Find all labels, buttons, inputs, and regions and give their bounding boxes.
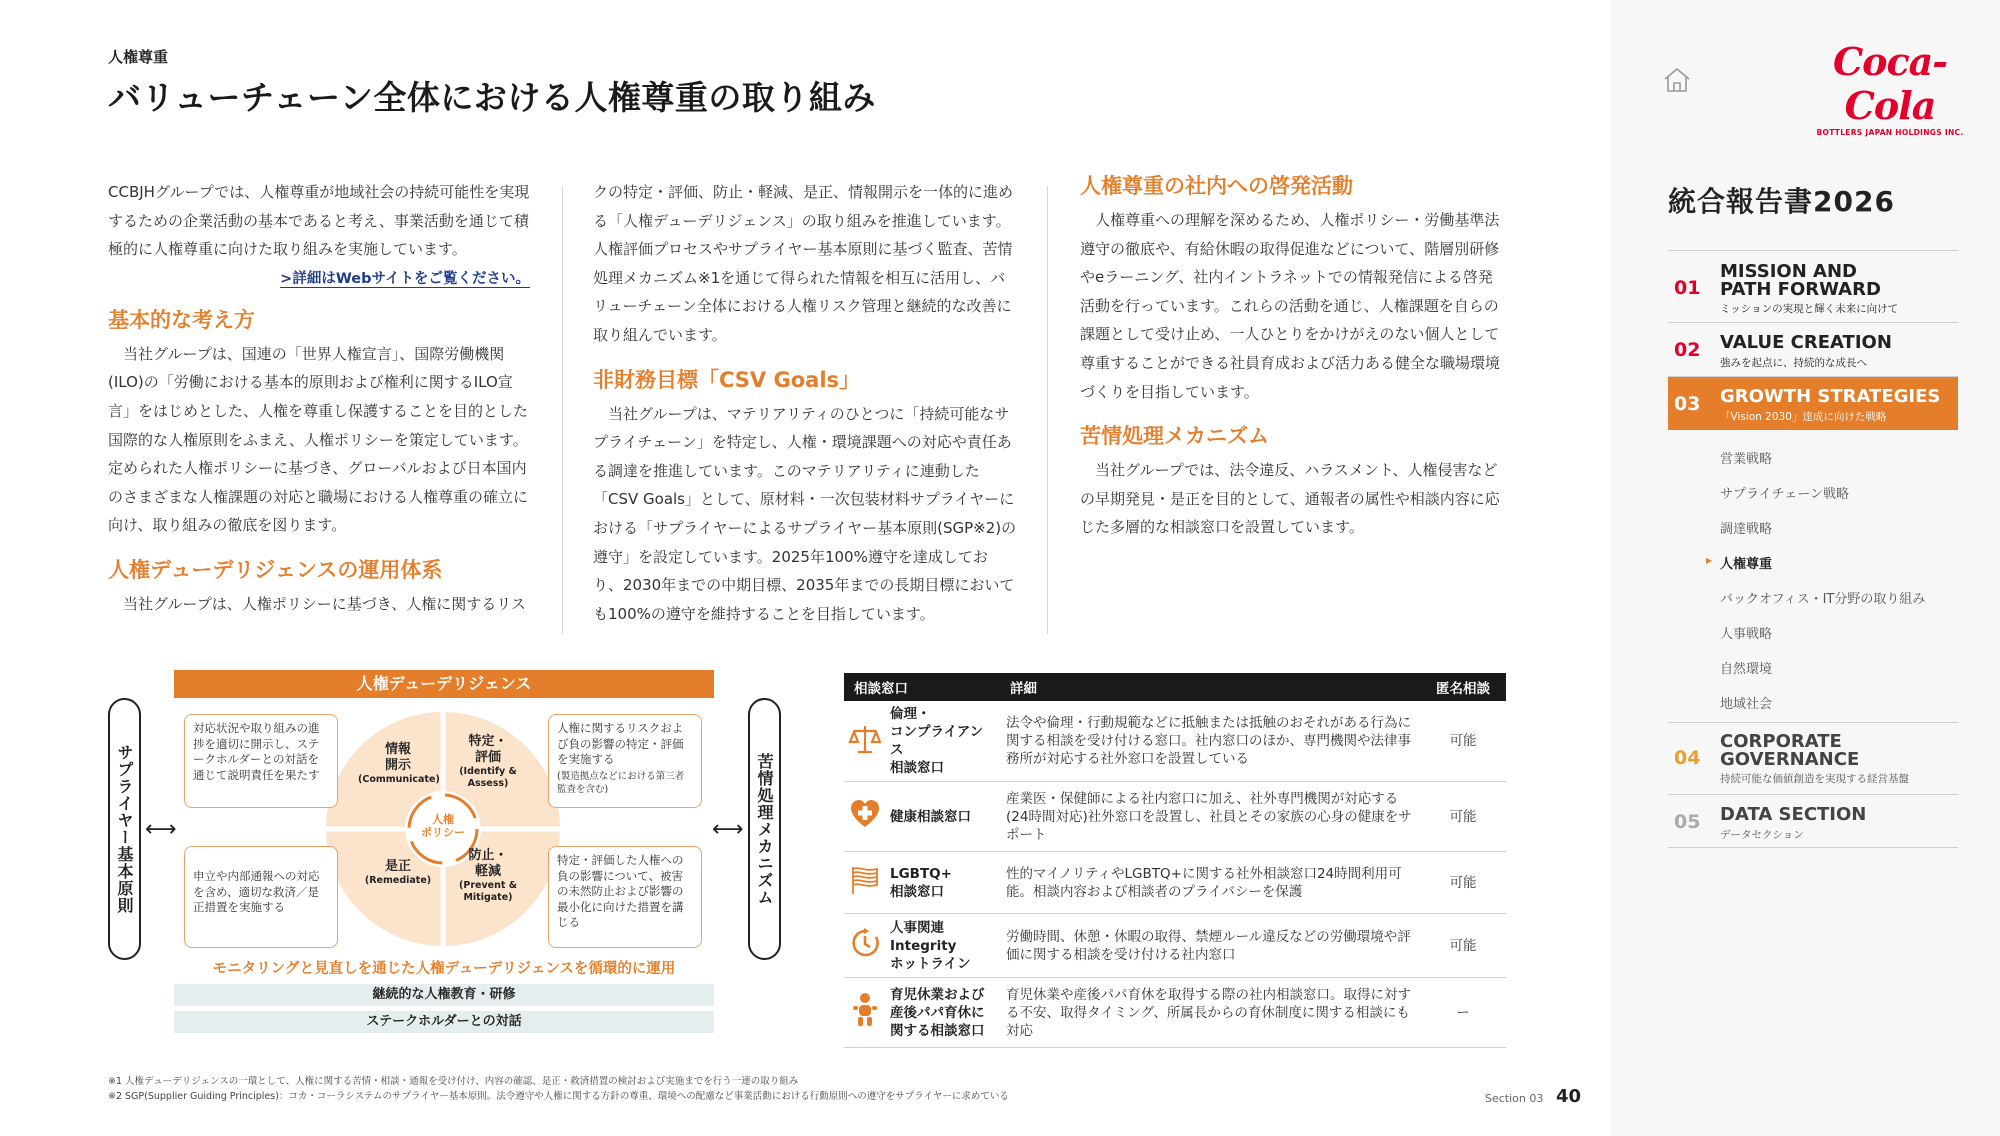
awareness-text: 人権尊重への理解を深めるため、人権ポリシー・労働基準法遵守の徹底や、有給休暇の取得促進などについて、階層別研修やeラーニング、社内イントラネットでの情報発信による啓発活動を行っています。これらの活動を通じ、人権課題を自らの課題として受け止め、一人ひとりをかけがえのない個人として尊重することができる社員育成および活力ある健全な職場環境づくりを目指しています。 [1080,211,1501,401]
report-title: 統合報告書2026 [1668,185,1895,218]
desk-name: 倫理・ コンプライアンス 相談窓口 [886,701,1000,782]
human-rights-policy-label: 人権 ポリシー [421,813,465,839]
desk-detail: 産業医・保健師による社内窓口に加え、社外専門機関が対応する(24時間対応)社外窓口を設置し、社員とその家族の心身の健康をサポート [1000,782,1420,852]
quadrant-remediate: 是正 (Remediate) [364,859,432,886]
section-label: 人権尊重 [108,48,169,66]
grievance-heading: 苦情処理メカニズム [1080,424,1269,449]
desk-anonymous: 可能 [1420,782,1506,852]
desk-detail: 労働時間、休憩・休暇の取得、禁煙ルール違反などの労働環境や評価に関する相談を受け付ける社内窓口 [1000,914,1420,978]
sub-nav-item[interactable]: 自然環境 [1720,662,1773,677]
quadrant-communicate: 情報 開示 (Communicate) [358,742,440,785]
nav-section-01[interactable]: 01 MISSION AND PATH FORWARD ミッションの実現と輝く未来に向けて [1668,250,1958,322]
sub-nav-item[interactable]: 人事戦略 [1720,627,1773,642]
grievance-mechanism-pill: 苦情処理メカニズム [748,698,781,960]
sub-nav-item-current[interactable]: ▸ 人権尊重 [1720,553,1772,572]
clock-icon [844,914,886,978]
awareness-heading: 人権尊重の社内への啓発活動 [1080,174,1353,198]
dd-system-text-1: 当社グループは、人権ポリシーに基づき、人権に関するリス [123,594,526,613]
column-divider [562,186,563,634]
due-diligence-diagram [108,670,783,1042]
desk-anonymous: 可能 [1420,701,1506,782]
training-bar: 継続的な人権教育・研修 [174,984,714,1006]
desk-anonymous: ー [1420,978,1506,1048]
sub-nav-item[interactable]: 調達戦略 [1720,522,1773,537]
desk-anonymous: 可能 [1420,914,1506,978]
column-2 [593,178,1017,628]
dialogue-bar: ステークホルダーとの対話 [174,1011,714,1033]
desk-name: 育児休業および 産後パパ育休に 関する相談窓口 [886,978,1000,1048]
nav-section-02[interactable]: 02 VALUE CREATION 強みを起点に、持続的な成長へ [1668,322,1958,376]
footer-section: Section 03 [1485,1092,1544,1105]
sub-nav-item[interactable]: バックオフィス・IT分野の取り組み [1720,592,1926,607]
nav-section-05[interactable]: 05 DATA SECTION データセクション [1668,794,1958,848]
health-heart-icon [844,782,886,852]
grievance-text: 当社グループでは、法令違反、ハラスメント、人権侵害などの早期発見・是正を目的として、通報者の属性や相談内容に応じた多層的な相談窓口を設置しています。 [1080,461,1500,537]
supplier-principles-pill: サプライヤー基本原則 [108,698,141,960]
section-nav [1668,250,1958,848]
nav-section-04[interactable]: 04 CORPORATE GOVERNANCE 持続可能な価値創造を実現する経営基盤 [1668,722,1958,794]
csv-heading: 非財務目標「CSV Goals」 [593,367,861,392]
company-logo[interactable]: Coca-Cola BOTTLERS JAPAN HOLDINGS INC. [1816,39,1964,137]
desk-name: 人事関連 Integrity ホットライン [886,914,1000,978]
table-row [844,701,1506,782]
monitoring-caption: モニタリングと見直しを通じた人権デューデリジェンスを循環的に運用 [212,961,676,977]
header-desk: 相談窓口 [844,673,1000,701]
prevent-description: 特定・評価した人権への負の影響について、被害の未然防止および影響の最小化に向けた措置を講じる [548,846,702,948]
sub-nav-item[interactable]: 地域社会 [1720,697,1773,712]
desk-anonymous: 可能 [1420,852,1506,914]
nav-section-03[interactable]: 03 GROWTH STRATEGIES 「Vision 2030」達成に向けた戦略 [1668,376,1958,430]
table-row [844,782,1506,852]
column-1 [108,178,530,619]
home-icon[interactable] [1662,66,1692,98]
footnotes [108,1074,1009,1104]
table-row [844,914,1506,978]
web-details-link[interactable]: >詳細はWebサイトをご覧ください。 [280,270,530,287]
communicate-description: 対応状況や取り組みの進捗を適切に開示し、ステークホルダーとの対話を通じて説明責任を果たす [184,714,338,808]
sub-nav-item[interactable]: 営業戦略 [1720,452,1773,467]
footnote-1: ※1 人権デューデリジェンスの一環として、人権に関する苦情・相談・通報を受け付け、内容の確認、是正・救済措置の検討および実施までを行う一連の取り組み [108,1076,799,1087]
desk-detail: 育児休業や産後パパ育休を取得する際の社内相談窓口。取得に対する不安、取得タイミング、所属長からの育休制度に関する相談にも対応 [1000,978,1420,1048]
column-3 [1080,170,1505,542]
quadrant-identify-assess: 特定・ 評価 (Identify & Assess) [459,734,517,789]
dd-system-text-2: クの特定・評価、防止・軽減、是正、情報開示を一体的に進める「人権デューデリジェンス」の取り組みを推進しています。人権評価プロセスやサプライヤー基本原則に基づく監査、苦情処理メカニズム※1を通じて得られた情報を相互に活用し、バリューチェーン全体における人権リスク管理と継続的な改善に取り組んでいます。 [593,183,1014,344]
table-header-row [844,673,1506,701]
header-detail: 詳細 [1000,673,1420,701]
scales-icon [844,701,886,782]
basic-heading: 基本的な考え方 [108,307,255,332]
footnote-2: ※2 SGP(Supplier Guiding Principles)：コカ・コーラシステムのサプライヤー基本原則。法令遵守や人権に関する方針の尊重、環境への配慮など事業活動における行動原則への遵守をサプライヤーに求めている [108,1091,1009,1102]
desk-detail: 法令や倫理・行動規範などに抵触または抵触のおそれがある行為に関する相談を受け付ける窓口。社内窓口のほか、専門機関や法律事務所が対応する社外窓口を設置している [1000,701,1420,782]
quadrant-prevent-mitigate: 防止・ 軽減 (Prevent & Mitigate) [459,848,517,903]
double-arrow-icon: ⟷ [712,817,744,842]
identify-description: 人権に関するリスクおよび負の影響の特定・評価を実施する (製造拠点などにおける第三者監査を含む) [548,714,702,808]
diagram-banner: 人権デューデリジェンス [174,670,714,698]
table-row [844,852,1506,914]
growth-sub-nav [1668,430,1958,710]
double-arrow-icon: ⟷ [145,817,177,842]
table-row [844,978,1506,1048]
page-number: 40 [1556,1086,1582,1107]
dd-system-heading: 人権デューデリジェンスの運用体系 [108,557,443,582]
desk-detail: 性的マイノリティやLGBTQ+に関する社外相談窓口24時間利用可能。相談内容および相談者のプライバシーを保護 [1000,852,1420,914]
sub-nav-item[interactable]: サプライチェーン戦略 [1720,487,1849,502]
desk-name: 健康相談窓口 [886,782,1000,852]
consultation-table [844,673,1506,1048]
header-anonymous: 匿名相談 [1420,673,1506,701]
baby-icon [844,978,886,1048]
rainbow-flag-icon [844,852,886,914]
basic-text: 当社グループは、国連の「世界人権宣言」、国際労働機関(ILO)の「労働における基本的原則および権利に関するILO宣言」をはじめとした、人権を尊重し保護することを目的とした国際的な人権原則をふまえ、人権ポリシーを策定しています。定められた人権ポリシーに基づき、グローバルおよび日本国内のさまざまな人権課題の対応と職場における人権尊重の確立に向け、取り組みの徹底を図ります。 [108,344,529,535]
remediate-description: 申立や内部通報への対応を含め、適切な救済／是正措置を実施する [184,846,338,948]
desk-name: LGBTQ+ 相談窓口 [886,852,1000,914]
csv-text: 当社グループは、マテリアリティのひとつに「持続可能なサプライチェーン」を特定し、人権・環境課題への対応や責任ある調達を推進しています。このマテリアリティに連動した「CSV Goals」として、原材料・一次包装材料サプライヤーにおける「サプライヤーによるサプライヤー基本原則(SGP※2)の遵守」を設定しています。2025年100%遵守を達成しており、2030年までの中期目標、2035年までの長期目標においても100%の遵守を維持することを目指しています。 [593,404,1017,623]
column-divider [1047,186,1048,634]
page-title: バリューチェーン全体における人権尊重の取り組み [108,78,876,117]
intro-text: CCBJHグループでは、人権尊重が地域社会の持続可能性を実現するための企業活動の基本であると考え、事業活動を通じて積極的に人権尊重に向けた取り組みを実施しています。 [108,183,530,259]
